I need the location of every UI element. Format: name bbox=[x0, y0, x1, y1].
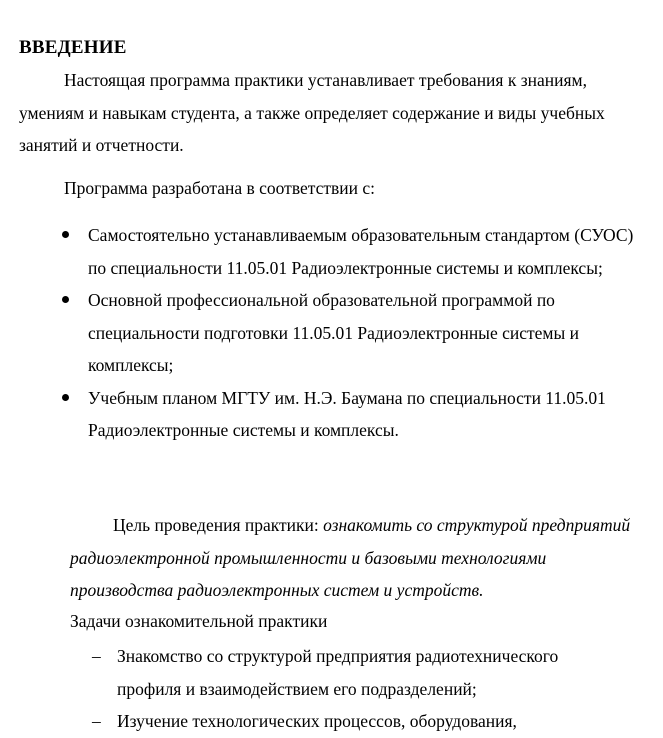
standards-bullet-list bbox=[0, 219, 663, 447]
list-item bbox=[0, 219, 648, 284]
list-item-text: Основной профессиональной образовательной программой по специальности подготовки 11.05.01 Радиоэлектронные системы и комплексы; bbox=[88, 290, 579, 375]
list-item bbox=[0, 284, 648, 382]
bullet-icon bbox=[62, 296, 69, 303]
dash-icon: – bbox=[92, 646, 101, 666]
list-item bbox=[0, 640, 617, 705]
goal-paragraph bbox=[70, 509, 650, 607]
list-item-text: Изучение технологических процессов, оборудования, bbox=[117, 711, 517, 731]
dash-icon: – bbox=[92, 711, 101, 731]
list-item bbox=[0, 382, 648, 447]
tasks-dash-list bbox=[0, 640, 663, 738]
bullet-icon bbox=[62, 231, 69, 238]
section-heading: ВВЕДЕНИЕ bbox=[19, 37, 127, 58]
goal-text: ознакомить со структурой предприятий радиоэлектронной промышленности и базовыми технологиями производства радиоэлектронных систем и устройств. bbox=[70, 515, 631, 600]
tasks-title: Задачи ознакомительной практики bbox=[70, 611, 328, 631]
goal-label: Цель проведения практики: bbox=[113, 515, 324, 535]
intro-paragraph: Настоящая программа практики устанавливает требования к знаниям, умениям и навыкам студента, а также определяет содержание и виды учебных занятий и отчетности. bbox=[19, 70, 605, 155]
list-item-text: Самостоятельно устанавливаемым образовательным стандартом (СУОС) по специальности 11.05.01 Радиоэлектронные системы и комплексы; bbox=[88, 225, 634, 278]
list-item-text: Учебным планом МГТУ им. Н.Э. Баумана по специальности 11.05.01 Радиоэлектронные системы и комплексы. bbox=[88, 387, 606, 440]
list-item bbox=[0, 705, 617, 738]
bullet-icon bbox=[62, 394, 69, 401]
developed-in-accordance-paragraph: Программа разработана в соответствии с: bbox=[64, 178, 376, 198]
list-item-text: Знакомство со структурой предприятия радиотехнического профиля и взаимодействием его подразделений; bbox=[117, 646, 559, 699]
